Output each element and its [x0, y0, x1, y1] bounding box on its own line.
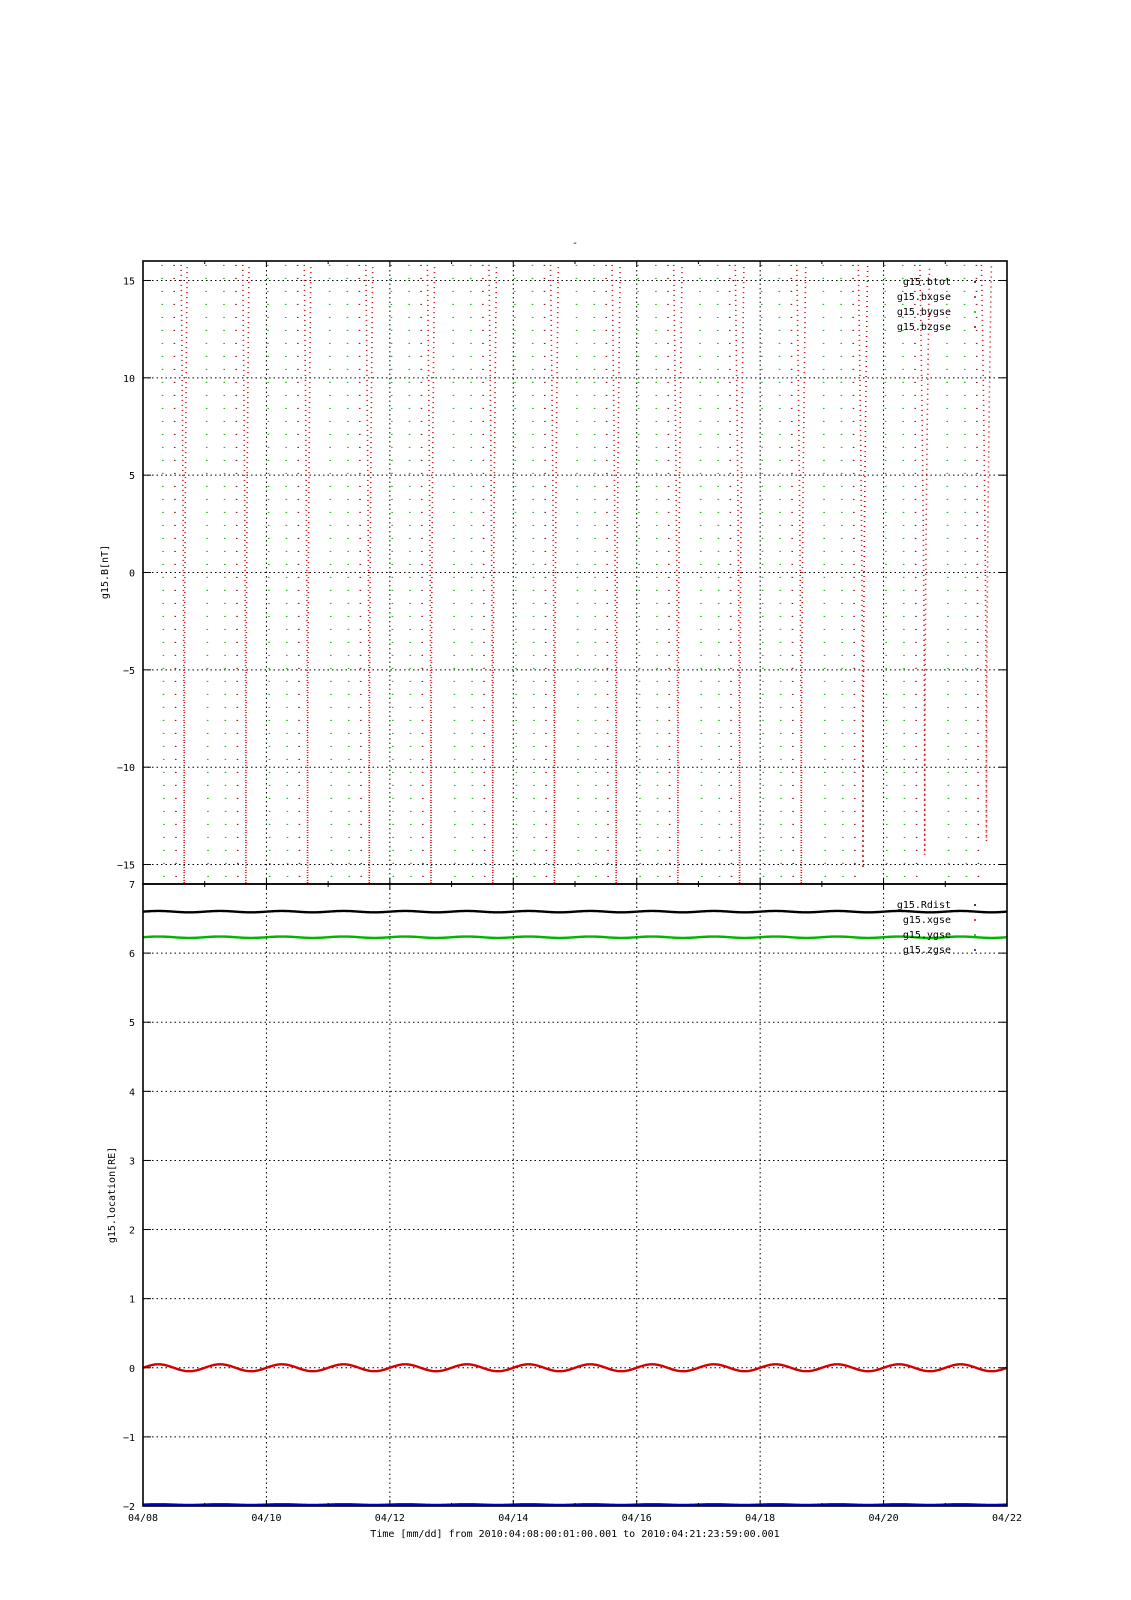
bzgse-trace — [915, 265, 917, 884]
legend-label: g15.bxgse — [896, 292, 951, 303]
bxgse-dip — [858, 265, 867, 869]
legend-marker — [974, 311, 976, 313]
bygse-trace — [409, 265, 411, 884]
x-tick-labels — [128, 1513, 1022, 1524]
panel-1-legend — [897, 277, 976, 333]
y-tick-label: −1 — [122, 1432, 135, 1444]
bygse-trace — [656, 265, 658, 884]
panel-2-grid — [143, 884, 1007, 1506]
panel-1-data — [162, 265, 991, 884]
bzgse-trace — [791, 265, 793, 884]
bxgse-dip — [981, 265, 991, 841]
bxgse-dip — [243, 265, 249, 884]
bxgse-dip — [920, 265, 930, 855]
y-tick-label: 6 — [128, 949, 135, 961]
bxgse-dip — [489, 265, 497, 884]
bzgse-trace — [606, 265, 608, 884]
panel-2-legend — [897, 900, 976, 956]
bygse-trace — [964, 265, 966, 884]
bygse-trace — [885, 265, 887, 884]
bygse-trace — [268, 265, 270, 884]
y-tick-label: 7 — [128, 880, 135, 891]
bzgse-trace — [853, 265, 855, 884]
x-axis-label: Time [mm/dd] from 2010:04:08:00:01:00.001 to 2010:04:21:23:59:00.001 — [370, 1529, 780, 1540]
bygse-trace — [286, 265, 288, 884]
bygse-trace — [638, 265, 640, 884]
legend-label: g15.bzgse — [896, 322, 951, 333]
y-tick-label: 0 — [128, 568, 135, 580]
bzgse-trace — [668, 265, 670, 884]
bygse-trace — [947, 265, 949, 884]
bygse-trace — [903, 265, 905, 884]
bxgse-dip — [366, 265, 373, 884]
y-tick-label: 5 — [128, 471, 135, 483]
legend-label: g15.bygse — [896, 307, 951, 318]
bygse-trace — [576, 265, 578, 884]
bzgse-trace — [976, 265, 978, 884]
x-tick-label: 04/14 — [498, 1513, 529, 1524]
legend-marker — [974, 296, 976, 298]
bxgse-dip — [674, 265, 682, 884]
panel-2-frame — [143, 884, 1007, 1506]
bygse-trace — [823, 265, 825, 884]
legend-label: g15.Rdist — [896, 900, 951, 911]
bygse-trace — [841, 265, 843, 884]
bzgse-trace — [483, 265, 485, 884]
y-tick-label: −5 — [122, 665, 135, 677]
x-tick-label: 04/08 — [127, 1513, 159, 1524]
bygse-trace — [718, 265, 720, 884]
legend-marker — [974, 904, 976, 906]
bzgse-trace — [298, 265, 300, 884]
legend-label: g15.ygse — [902, 930, 951, 941]
bygse-trace — [532, 265, 534, 884]
y-tick-label: 3 — [128, 1156, 135, 1168]
panel-1-grid — [143, 261, 1007, 884]
bxgse-dip — [551, 265, 559, 884]
g15-Rdist-line — [143, 911, 1007, 912]
panel-magnetic-field — [100, 261, 1007, 884]
bygse-trace — [391, 265, 393, 884]
legend-marker — [974, 326, 976, 328]
g15-ygse-line — [143, 937, 1007, 938]
legend-label: g15.xgse — [902, 915, 951, 926]
y-tick-label: 5 — [128, 1018, 135, 1030]
y-tick-label: −10 — [116, 763, 135, 775]
legend-marker — [974, 281, 976, 283]
legend-marker — [974, 934, 976, 936]
bygse-trace — [762, 265, 764, 884]
bxgse-dip — [181, 265, 187, 884]
bygse-trace — [330, 265, 332, 884]
bxgse-dip — [427, 265, 434, 884]
panel-2-ylabel: g15.location[RE] — [107, 1146, 118, 1244]
y-tick-label: 4 — [128, 1087, 135, 1099]
y-tick-label: 1 — [128, 1294, 135, 1306]
y-tick-label: 15 — [122, 276, 135, 288]
bygse-trace — [453, 265, 455, 884]
x-tick-label: 04/12 — [374, 1513, 405, 1524]
bygse-trace — [224, 265, 226, 884]
legend-marker — [974, 949, 976, 951]
bzgse-trace — [544, 265, 546, 884]
bzgse-trace — [174, 265, 176, 884]
panel-location — [107, 880, 1022, 1524]
bxgse-dip — [612, 265, 620, 884]
chart-title: - — [571, 238, 579, 249]
bygse-trace — [779, 265, 781, 884]
panel-2-data — [143, 911, 1007, 1505]
x-tick-label: 04/10 — [251, 1513, 282, 1524]
legend-marker — [974, 919, 976, 921]
bxgse-dip — [304, 265, 311, 884]
panel-1-ylabel: g15.B[nT] — [100, 544, 111, 600]
x-tick-label: 04/22 — [991, 1513, 1023, 1524]
bygse-trace — [471, 265, 473, 884]
x-tick-label: 04/18 — [745, 1513, 776, 1524]
bzgse-trace — [421, 265, 423, 884]
y-tick-label: −15 — [116, 860, 135, 872]
bxgse-dip — [735, 265, 744, 884]
legend-label: g15.btot — [902, 277, 951, 288]
bxgse-dip — [797, 265, 806, 884]
bzgse-trace — [730, 265, 732, 884]
y-tick-label: 0 — [128, 1363, 135, 1375]
bygse-trace — [700, 265, 702, 884]
bygse-trace — [206, 265, 208, 884]
x-tick-label: 04/20 — [868, 1513, 899, 1524]
bzgse-trace — [236, 265, 238, 884]
bygse-trace — [162, 265, 164, 884]
y-tick-label: −2 — [122, 1502, 135, 1513]
bygse-trace — [347, 265, 349, 884]
legend-label: g15.zgse — [902, 945, 951, 956]
bygse-trace — [515, 265, 517, 884]
bygse-trace — [594, 265, 596, 884]
bzgse-trace — [359, 265, 361, 884]
y-tick-label: 10 — [122, 373, 135, 385]
y-tick-label: 2 — [128, 1225, 135, 1237]
x-tick-label: 04/16 — [621, 1513, 652, 1524]
panel-2-ticks — [123, 880, 1007, 1513]
